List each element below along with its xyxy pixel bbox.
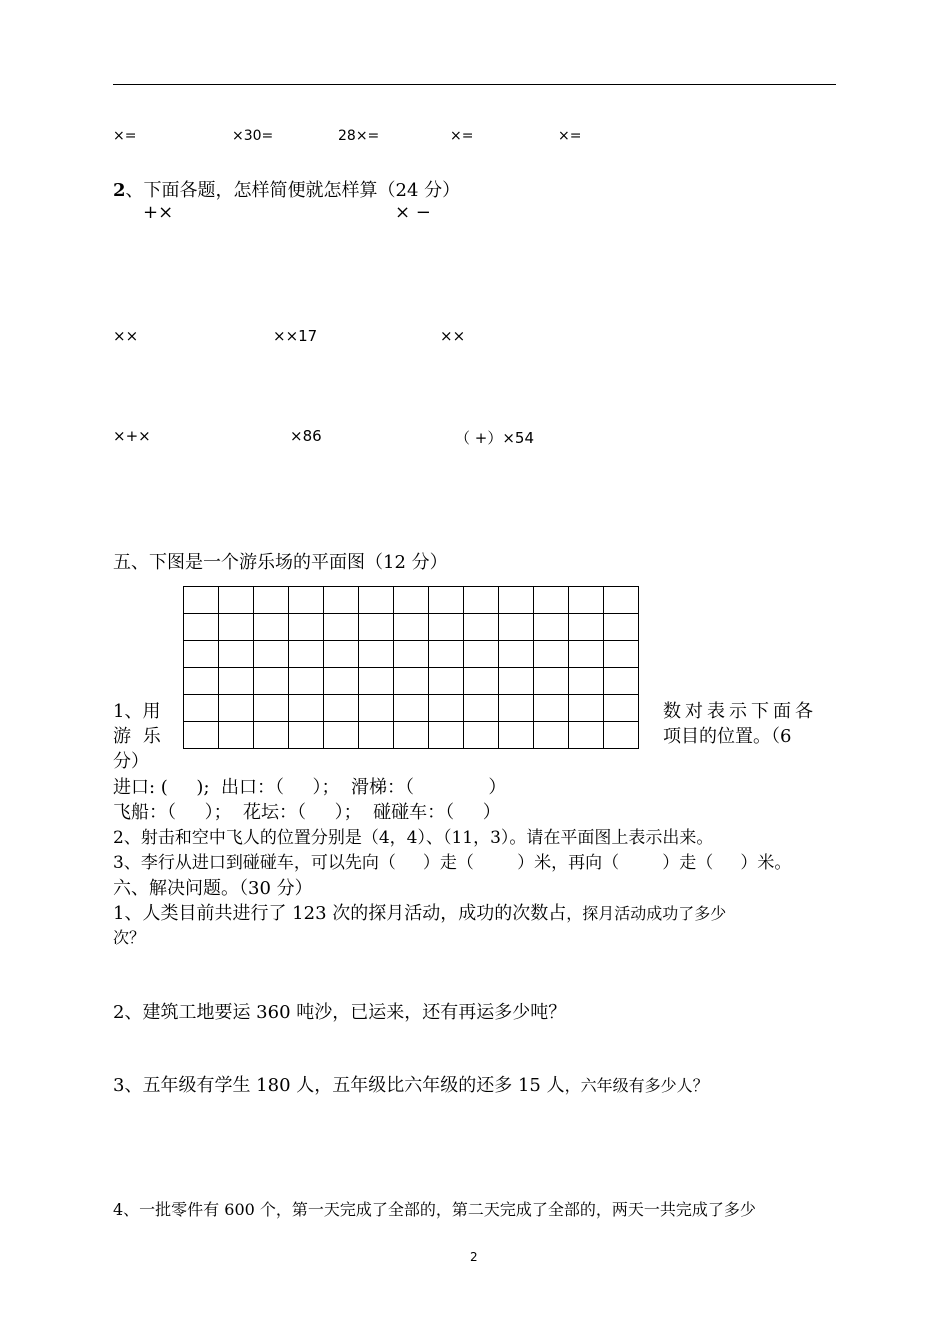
q6-4: 4、一批零件有 600 个，第一天完成了全部的，第二天完成了全部的，两天一共完成了多少 [113,1200,756,1219]
grid-cell [324,641,359,668]
grid-cell [534,614,569,641]
grid-cell [499,722,534,749]
expr-2-5: ×× [440,327,466,345]
grid-cell [464,668,499,695]
grid-cell [219,587,254,614]
grid-cell [184,587,219,614]
grid-cell [499,587,534,614]
calc-item-2: ×30= [232,128,274,144]
q5-3: 3、李行从进口到碰碰车，可以先向（ ）走（ ）米，再向（ ）走（ ）米。 [113,853,792,873]
grid-cell [324,722,359,749]
grid-cell [534,695,569,722]
section-2-number: 2 [113,180,126,201]
grid-cell [464,722,499,749]
grid-cell [184,722,219,749]
q5-1-left-c: 分） [113,751,149,772]
expr-2-3: ×× [113,327,139,345]
grid-cell [429,641,464,668]
grid-cell [569,614,604,641]
grid-cell [604,641,639,668]
q6-2: 2、建筑工地要运 360 吨沙，已运来，还有再运多少吨？ [113,1002,567,1023]
grid-cell [534,722,569,749]
grid-cell [394,722,429,749]
grid-row [184,668,639,695]
section-6-title: 六、解决问题。（30 分） [113,878,313,899]
grid-cell [359,695,394,722]
grid-cell [394,668,429,695]
grid-cell [499,641,534,668]
section-2-title: 、下面各题，怎样简便就怎样算（24 分） [125,180,461,201]
q5-1-left-b: 游 乐 [113,726,161,747]
grid-cell [464,641,499,668]
grid-cell [604,587,639,614]
grid-cell [464,614,499,641]
grid-cell [604,722,639,749]
grid-cell [429,587,464,614]
expr-2-1: +× [143,202,174,223]
grid-cell [499,695,534,722]
q5-1-left-a: 1、用 [113,701,161,722]
grid-cell [289,695,324,722]
q6-3-text-b: ，六年级有多少人？ [564,1076,709,1095]
grid-cell [219,722,254,749]
grid-cell [359,722,394,749]
grid-cell [499,614,534,641]
grid-cell [324,614,359,641]
section-2-heading [113,176,460,202]
grid-cell [464,695,499,722]
grid-cell [184,641,219,668]
grid-cell [254,587,289,614]
grid-row [184,641,639,668]
q5-1-entries-2: 飞船：（ ）； 花坛：（ ）； 碰碰车：（ ） [113,802,501,823]
grid-cell [219,668,254,695]
grid-cell [289,587,324,614]
q5-1-right-a: 数对表示下面各 [663,701,817,722]
grid-cell [324,695,359,722]
grid-cell [289,614,324,641]
grid-cell [429,722,464,749]
grid-cell [289,641,324,668]
grid-cell [604,695,639,722]
grid-cell [359,614,394,641]
q5-1-entries-1: 进口: ( ); 出口：（ ）； 滑梯：（ ） [113,777,507,798]
expr-2-8: （ +）×54 [455,429,534,447]
q6-3-text-a: 3、五年级有学生 180 人，五年级比六年级的还多 15 人 [113,1075,565,1096]
grid-cell [429,695,464,722]
q6-3 [113,1071,709,1097]
grid-cell [254,722,289,749]
q6-1 [113,899,726,925]
grid-cell [359,668,394,695]
grid-cell [394,587,429,614]
grid-cell [569,668,604,695]
grid-cell [534,641,569,668]
grid-cell [184,668,219,695]
grid-row [184,587,639,614]
grid-cell [499,668,534,695]
page-number: 2 [470,1250,478,1264]
grid-row [184,614,639,641]
grid-cell [464,587,499,614]
grid-cell [394,614,429,641]
expr-2-2: × − [395,202,431,223]
grid-cell [359,641,394,668]
expr-2-4: ××17 [273,327,318,345]
grid-row [184,695,639,722]
header-rule [113,84,836,85]
q5-1-right-b: 项目的位置。（6 [663,726,792,747]
section-5-title: 五、下图是一个游乐场的平面图（12 分） [113,552,448,573]
grid-cell [604,668,639,695]
grid-cell [254,614,289,641]
grid-cell [359,587,394,614]
q6-1-text-c: 次？ [113,928,146,947]
q6-1-text-a: 1、人类目前共进行了 123 次的探月活动，成功的次数占 [113,903,567,924]
calc-item-3: 28×= [338,128,380,144]
grid-cell [604,614,639,641]
grid-cell [184,695,219,722]
grid-cell [534,668,569,695]
calc-item-4: ×= [450,128,474,144]
expr-2-7: ×86 [290,427,322,445]
grid-cell [184,614,219,641]
grid-cell [324,587,359,614]
grid-cell [569,641,604,668]
expr-2-6: ×+× [113,427,151,445]
grid-cell [219,641,254,668]
grid-cell [534,587,569,614]
grid-cell [429,668,464,695]
grid-cell [394,641,429,668]
grid-cell [569,695,604,722]
grid-cell [289,722,324,749]
calc-item-5: ×= [558,128,582,144]
grid-cell [219,614,254,641]
grid-cell [254,668,289,695]
grid-cell [569,587,604,614]
q5-2: 2、射击和空中飞人的位置分别是（4，4）、（11，3）。请在平面图上表示出来。 [113,828,714,848]
grid-cell [324,668,359,695]
amusement-park-grid [183,586,639,749]
grid-cell [394,695,429,722]
grid-row [184,722,639,749]
grid-cell [219,695,254,722]
grid-cell [569,722,604,749]
grid-cell [289,668,324,695]
grid-cell [429,614,464,641]
q6-1-text-b: ，探月活动成功了多少 [566,904,727,923]
calc-item-1: ×= [113,128,137,144]
grid-cell [254,695,289,722]
grid-cell [254,641,289,668]
